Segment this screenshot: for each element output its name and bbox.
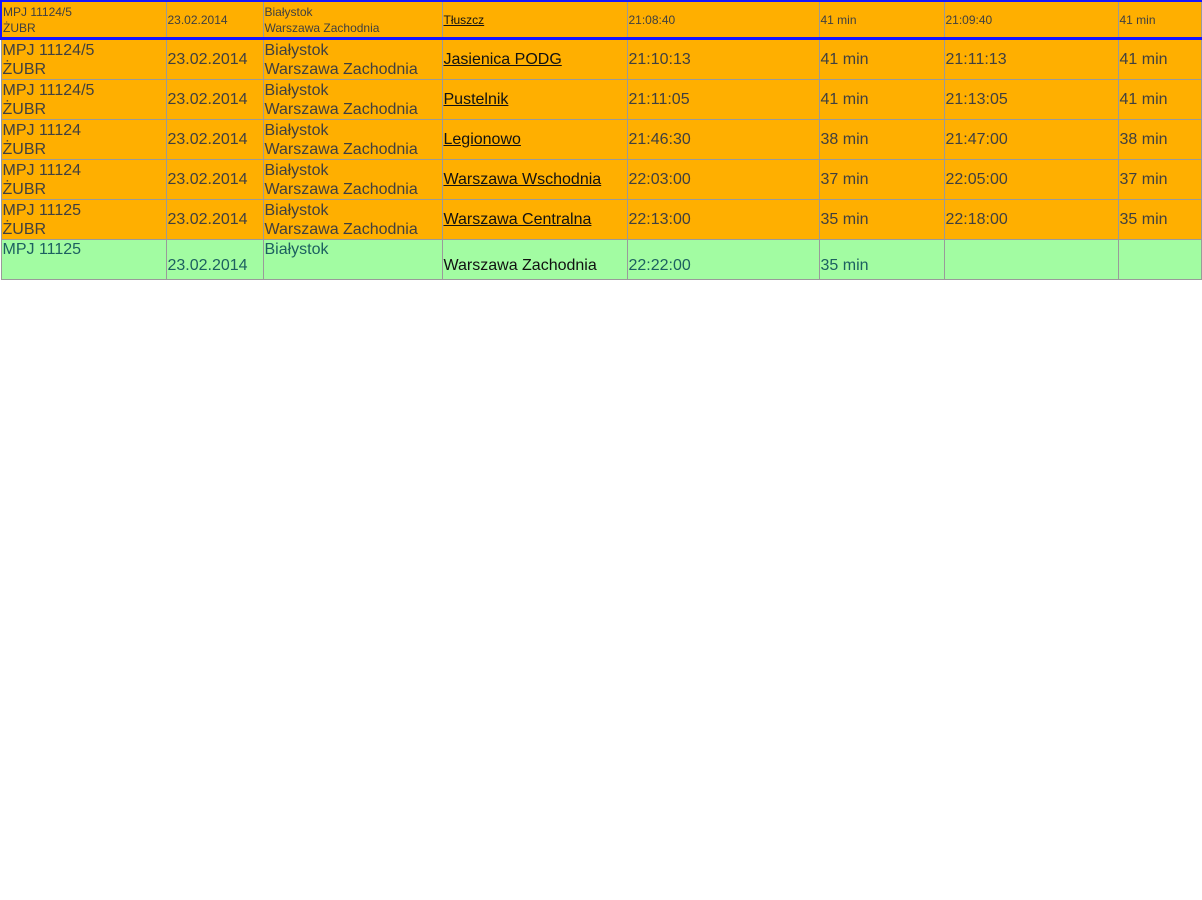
date-cell: 23.02.2014 (166, 200, 263, 240)
departure-delay: 41 min (1118, 1, 1201, 39)
station-link[interactable]: Pustelnik (443, 91, 509, 108)
train-number: MPJ 11124 (2, 121, 82, 139)
table-row (1, 240, 1201, 280)
train-cell (1, 160, 166, 200)
arrival-delay-text: 35 min (820, 257, 869, 274)
departure-time: 22:05:00 (944, 160, 1118, 200)
arrival-time: 21:08:40 (627, 1, 819, 39)
date-cell (166, 240, 263, 280)
table-row (1, 120, 1201, 160)
station-link[interactable]: Warszawa Centralna (443, 211, 592, 228)
departure-time: 21:09:40 (944, 1, 1118, 39)
station-cell (442, 160, 627, 200)
train-name: ŻUBR (2, 220, 47, 238)
table-row (1, 160, 1201, 200)
route-from: Białystok (264, 241, 329, 258)
arrival-time: 22:03:00 (627, 160, 819, 200)
arrival-delay: 35 min (819, 200, 944, 240)
route-from: Białystok (264, 201, 329, 219)
train-number: MPJ 11125 (2, 241, 82, 258)
route-from: Białystok (264, 81, 329, 99)
route-cell (263, 39, 442, 80)
train-name: ŻUBR (2, 140, 47, 158)
station-cell (442, 200, 627, 240)
departure-time: 22:18:00 (944, 200, 1118, 240)
arrival-delay: 37 min (819, 160, 944, 200)
departure-time: 21:11:13 (944, 39, 1118, 80)
route-from: Białystok (264, 4, 313, 19)
train-number: MPJ 11124 (2, 161, 82, 179)
departure-delay: 41 min (1118, 80, 1201, 120)
table-row (1, 200, 1201, 240)
route-to: Warszawa Zachodnia (264, 20, 380, 35)
train-name: ŻUBR (2, 100, 47, 118)
departure-time: 21:47:00 (944, 120, 1118, 160)
route-from: Białystok (264, 41, 329, 59)
arrival-time (627, 240, 819, 280)
date-cell: 23.02.2014 (166, 160, 263, 200)
train-cell (1, 200, 166, 240)
route-cell (263, 1, 442, 39)
timetable-viewport (0, 0, 1168, 274)
date-cell: 23.02.2014 (166, 80, 263, 120)
highlighted-station-row (1, 1, 1201, 39)
arrival-delay (819, 240, 944, 280)
date-cell: 23.02.2014 (166, 39, 263, 80)
train-cell (1, 240, 166, 280)
station-cell (442, 120, 627, 160)
station-link[interactable]: Legionowo (443, 131, 521, 148)
departure-delay: 41 min (1118, 39, 1201, 80)
station-cell (442, 80, 627, 120)
route-from: Białystok (264, 161, 329, 179)
station-text: Warszawa Zachodnia (443, 257, 597, 274)
departure-delay: 35 min (1118, 200, 1201, 240)
route-to: Warszawa Zachodnia (264, 60, 418, 78)
station-cell (442, 39, 627, 80)
arrival-time: 21:10:13 (627, 39, 819, 80)
station-link[interactable]: Jasienica PODG (443, 51, 562, 68)
arrival-time: 21:11:05 (627, 80, 819, 120)
route-to: Warszawa Zachodnia (264, 180, 418, 198)
table-row (1, 80, 1201, 120)
departure-delay (1118, 240, 1201, 280)
departure-delay: 37 min (1118, 160, 1201, 200)
train-name: ŻUBR (3, 20, 36, 35)
train-number: MPJ 11125 (2, 201, 82, 219)
train-name: ŻUBR (2, 60, 47, 78)
train-cell (1, 120, 166, 160)
arrival-delay: 41 min (819, 1, 944, 39)
train-delay-table (0, 0, 1202, 280)
station-cell (442, 1, 627, 39)
train-name: ŻUBR (2, 180, 47, 198)
arrival-delay: 38 min (819, 120, 944, 160)
arrival-delay: 41 min (819, 39, 944, 80)
train-number: MPJ 11124/5 (2, 81, 95, 99)
train-cell (1, 39, 166, 80)
route-to: Warszawa Zachodnia (264, 140, 418, 158)
train-cell (1, 1, 166, 39)
train-number: MPJ 11124/5 (3, 4, 72, 19)
train-number: MPJ 11124/5 (2, 41, 95, 59)
table-row (1, 39, 1201, 80)
arrival-delay: 41 min (819, 80, 944, 120)
departure-delay: 38 min (1118, 120, 1201, 160)
arrival-time: 21:46:30 (627, 120, 819, 160)
route-cell (263, 200, 442, 240)
arrival-time: 22:13:00 (627, 200, 819, 240)
date-text: 23.02.2014 (167, 257, 248, 274)
route-cell (263, 240, 442, 280)
departure-time (944, 240, 1118, 280)
route-to: Warszawa Zachodnia (264, 220, 418, 238)
route-cell (263, 80, 442, 120)
arrival-time-text: 22:22:00 (628, 257, 691, 274)
date-cell: 23.02.2014 (166, 1, 263, 39)
route-cell (263, 120, 442, 160)
station-link[interactable]: Tłuszcz (443, 12, 485, 27)
station-link[interactable]: Warszawa Wschodnia (443, 171, 602, 188)
station-cell (442, 240, 627, 280)
date-cell: 23.02.2014 (166, 120, 263, 160)
departure-time: 21:13:05 (944, 80, 1118, 120)
route-from: Białystok (264, 121, 329, 139)
train-cell (1, 80, 166, 120)
route-cell (263, 160, 442, 200)
route-to: Warszawa Zachodnia (264, 100, 418, 118)
